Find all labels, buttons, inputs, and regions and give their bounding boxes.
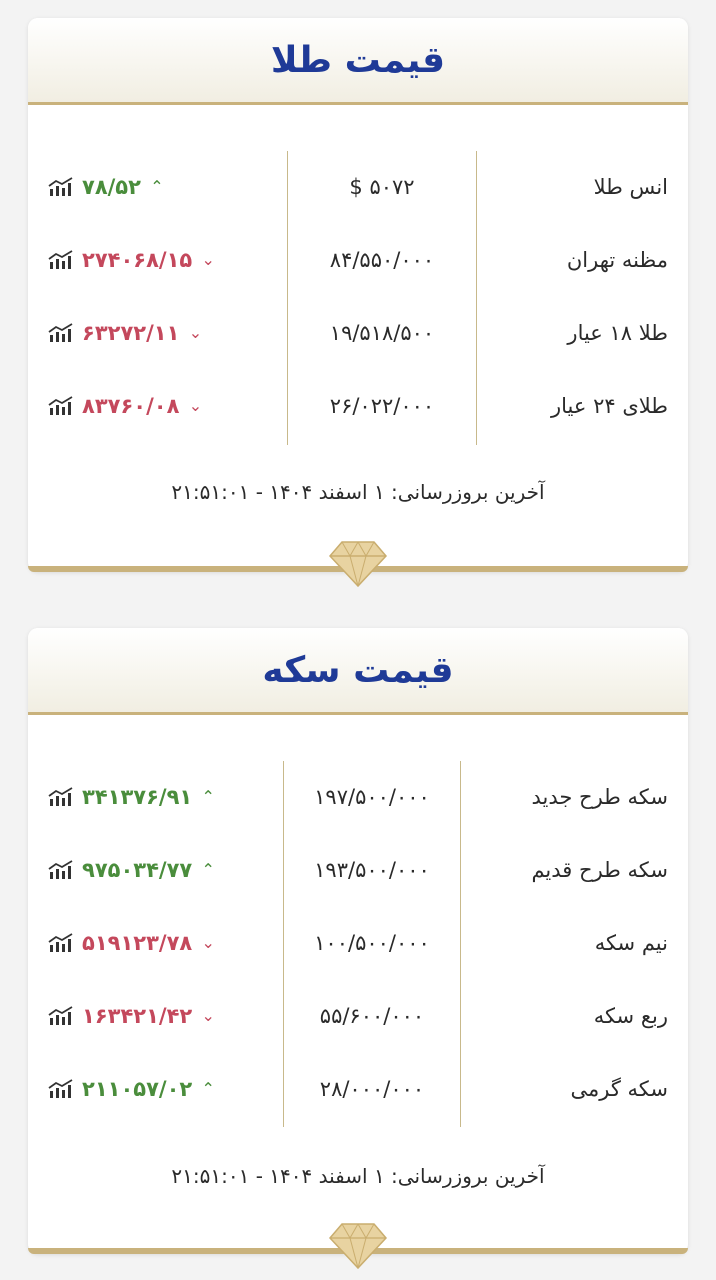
chart-icon[interactable] (48, 1079, 74, 1099)
item-price: ۵۵/۶۰۰/۰۰۰ (319, 1004, 425, 1028)
item-name: سکه طرح قدیم (531, 858, 668, 882)
item-change (48, 923, 216, 963)
change-value: ۷۸/۵۲ (82, 175, 141, 199)
coin-last-update: آخرین بروزرسانی: ۱ اسفند ۱۴۰۴ - ۲۱:۵۱:۰۱ (171, 1164, 545, 1188)
item-change (48, 777, 216, 817)
gold-price-card (28, 18, 688, 572)
chart-icon[interactable] (48, 933, 74, 953)
item-price: ۱۹۳/۵۰۰/۰۰۰ (314, 858, 430, 882)
item-price: ۱۹۷/۵۰۰/۰۰۰ (314, 785, 430, 809)
item-price: ۲۸/۰۰۰/۰۰۰ (319, 1077, 425, 1101)
item-price: ۱۹/۵۱۸/۵۰۰ (329, 321, 435, 345)
chevron-down-icon: ⌄ (188, 323, 203, 342)
chart-icon[interactable] (48, 323, 74, 343)
chevron-up-icon: ⌃ (201, 787, 215, 806)
change-value: ۹۷۵۰۳۴/۷۷ (82, 858, 193, 882)
chevron-down-icon: ⌄ (201, 933, 215, 952)
change-value: ۲۷۴۰۶۸/۱۵ (82, 248, 193, 272)
chart-icon[interactable] (48, 787, 74, 807)
chart-icon[interactable] (48, 250, 74, 270)
chevron-down-icon: ⌄ (201, 1006, 215, 1025)
item-name: طلا ۱۸ عیار (567, 321, 668, 345)
item-change (48, 313, 203, 353)
item-change (48, 386, 203, 426)
item-change (48, 240, 216, 280)
item-name: سکه طرح جدید (531, 785, 668, 809)
coin-price-table (28, 761, 688, 1127)
change-value: ۸۳۷۶۰/۰۸ (82, 394, 180, 418)
table-row (28, 240, 688, 280)
table-row (28, 777, 688, 817)
gold-card-header (28, 18, 688, 105)
change-value: ۱۶۳۴۲۱/۴۲ (82, 1004, 193, 1028)
diamond-icon (328, 538, 388, 588)
item-price: $ ۵۰۷۲ (349, 175, 415, 199)
item-change (48, 1069, 216, 1109)
item-change (48, 850, 216, 890)
change-value: ۲۱۱۰۵۷/۰۲ (82, 1077, 193, 1101)
table-row (28, 850, 688, 890)
change-value: ۶۳۲۷۲/۱۱ (82, 321, 180, 345)
change-value: ۵۱۹۱۲۳/۷۸ (82, 931, 193, 955)
item-name: ربع سکه (593, 1004, 668, 1028)
coin-price-card (28, 628, 688, 1254)
chevron-up-icon: ⌃ (201, 860, 215, 879)
chevron-up-icon: ⌃ (150, 177, 164, 196)
table-row (28, 386, 688, 426)
chart-icon[interactable] (48, 396, 74, 416)
item-name: انس طلا (593, 175, 668, 199)
table-row (28, 167, 688, 207)
table-row (28, 996, 688, 1036)
chevron-down-icon: ⌄ (201, 250, 215, 269)
chevron-up-icon: ⌃ (201, 1079, 215, 1098)
item-price: ۸۴/۵۵۰/۰۰۰ (329, 248, 435, 272)
table-row (28, 923, 688, 963)
item-change (48, 996, 216, 1036)
item-name: طلای ۲۴ عیار (550, 394, 668, 418)
diamond-icon (328, 1220, 388, 1270)
coin-card-header (28, 628, 688, 715)
chart-icon[interactable] (48, 1006, 74, 1026)
item-price: ۲۶/۰۲۲/۰۰۰ (329, 394, 435, 418)
item-name: سکه گرمی (570, 1077, 668, 1101)
item-change (48, 167, 165, 207)
change-value: ۳۴۱۳۷۶/۹۱ (82, 785, 193, 809)
chart-icon[interactable] (48, 860, 74, 880)
table-row (28, 313, 688, 353)
table-row (28, 1069, 688, 1109)
chevron-down-icon: ⌄ (188, 396, 203, 415)
item-price: ۱۰۰/۵۰۰/۰۰۰ (314, 931, 430, 955)
item-name: نیم سکه (594, 931, 668, 955)
gold-last-update: آخرین بروزرسانی: ۱ اسفند ۱۴۰۴ - ۲۱:۵۱:۰۱ (171, 480, 545, 504)
chart-icon[interactable] (48, 177, 74, 197)
gold-price-table (28, 151, 688, 445)
gold-card-title: قیمت طلا (270, 39, 446, 81)
item-name: مظنه تهران (566, 248, 668, 272)
coin-card-title: قیمت سکه (262, 649, 454, 691)
